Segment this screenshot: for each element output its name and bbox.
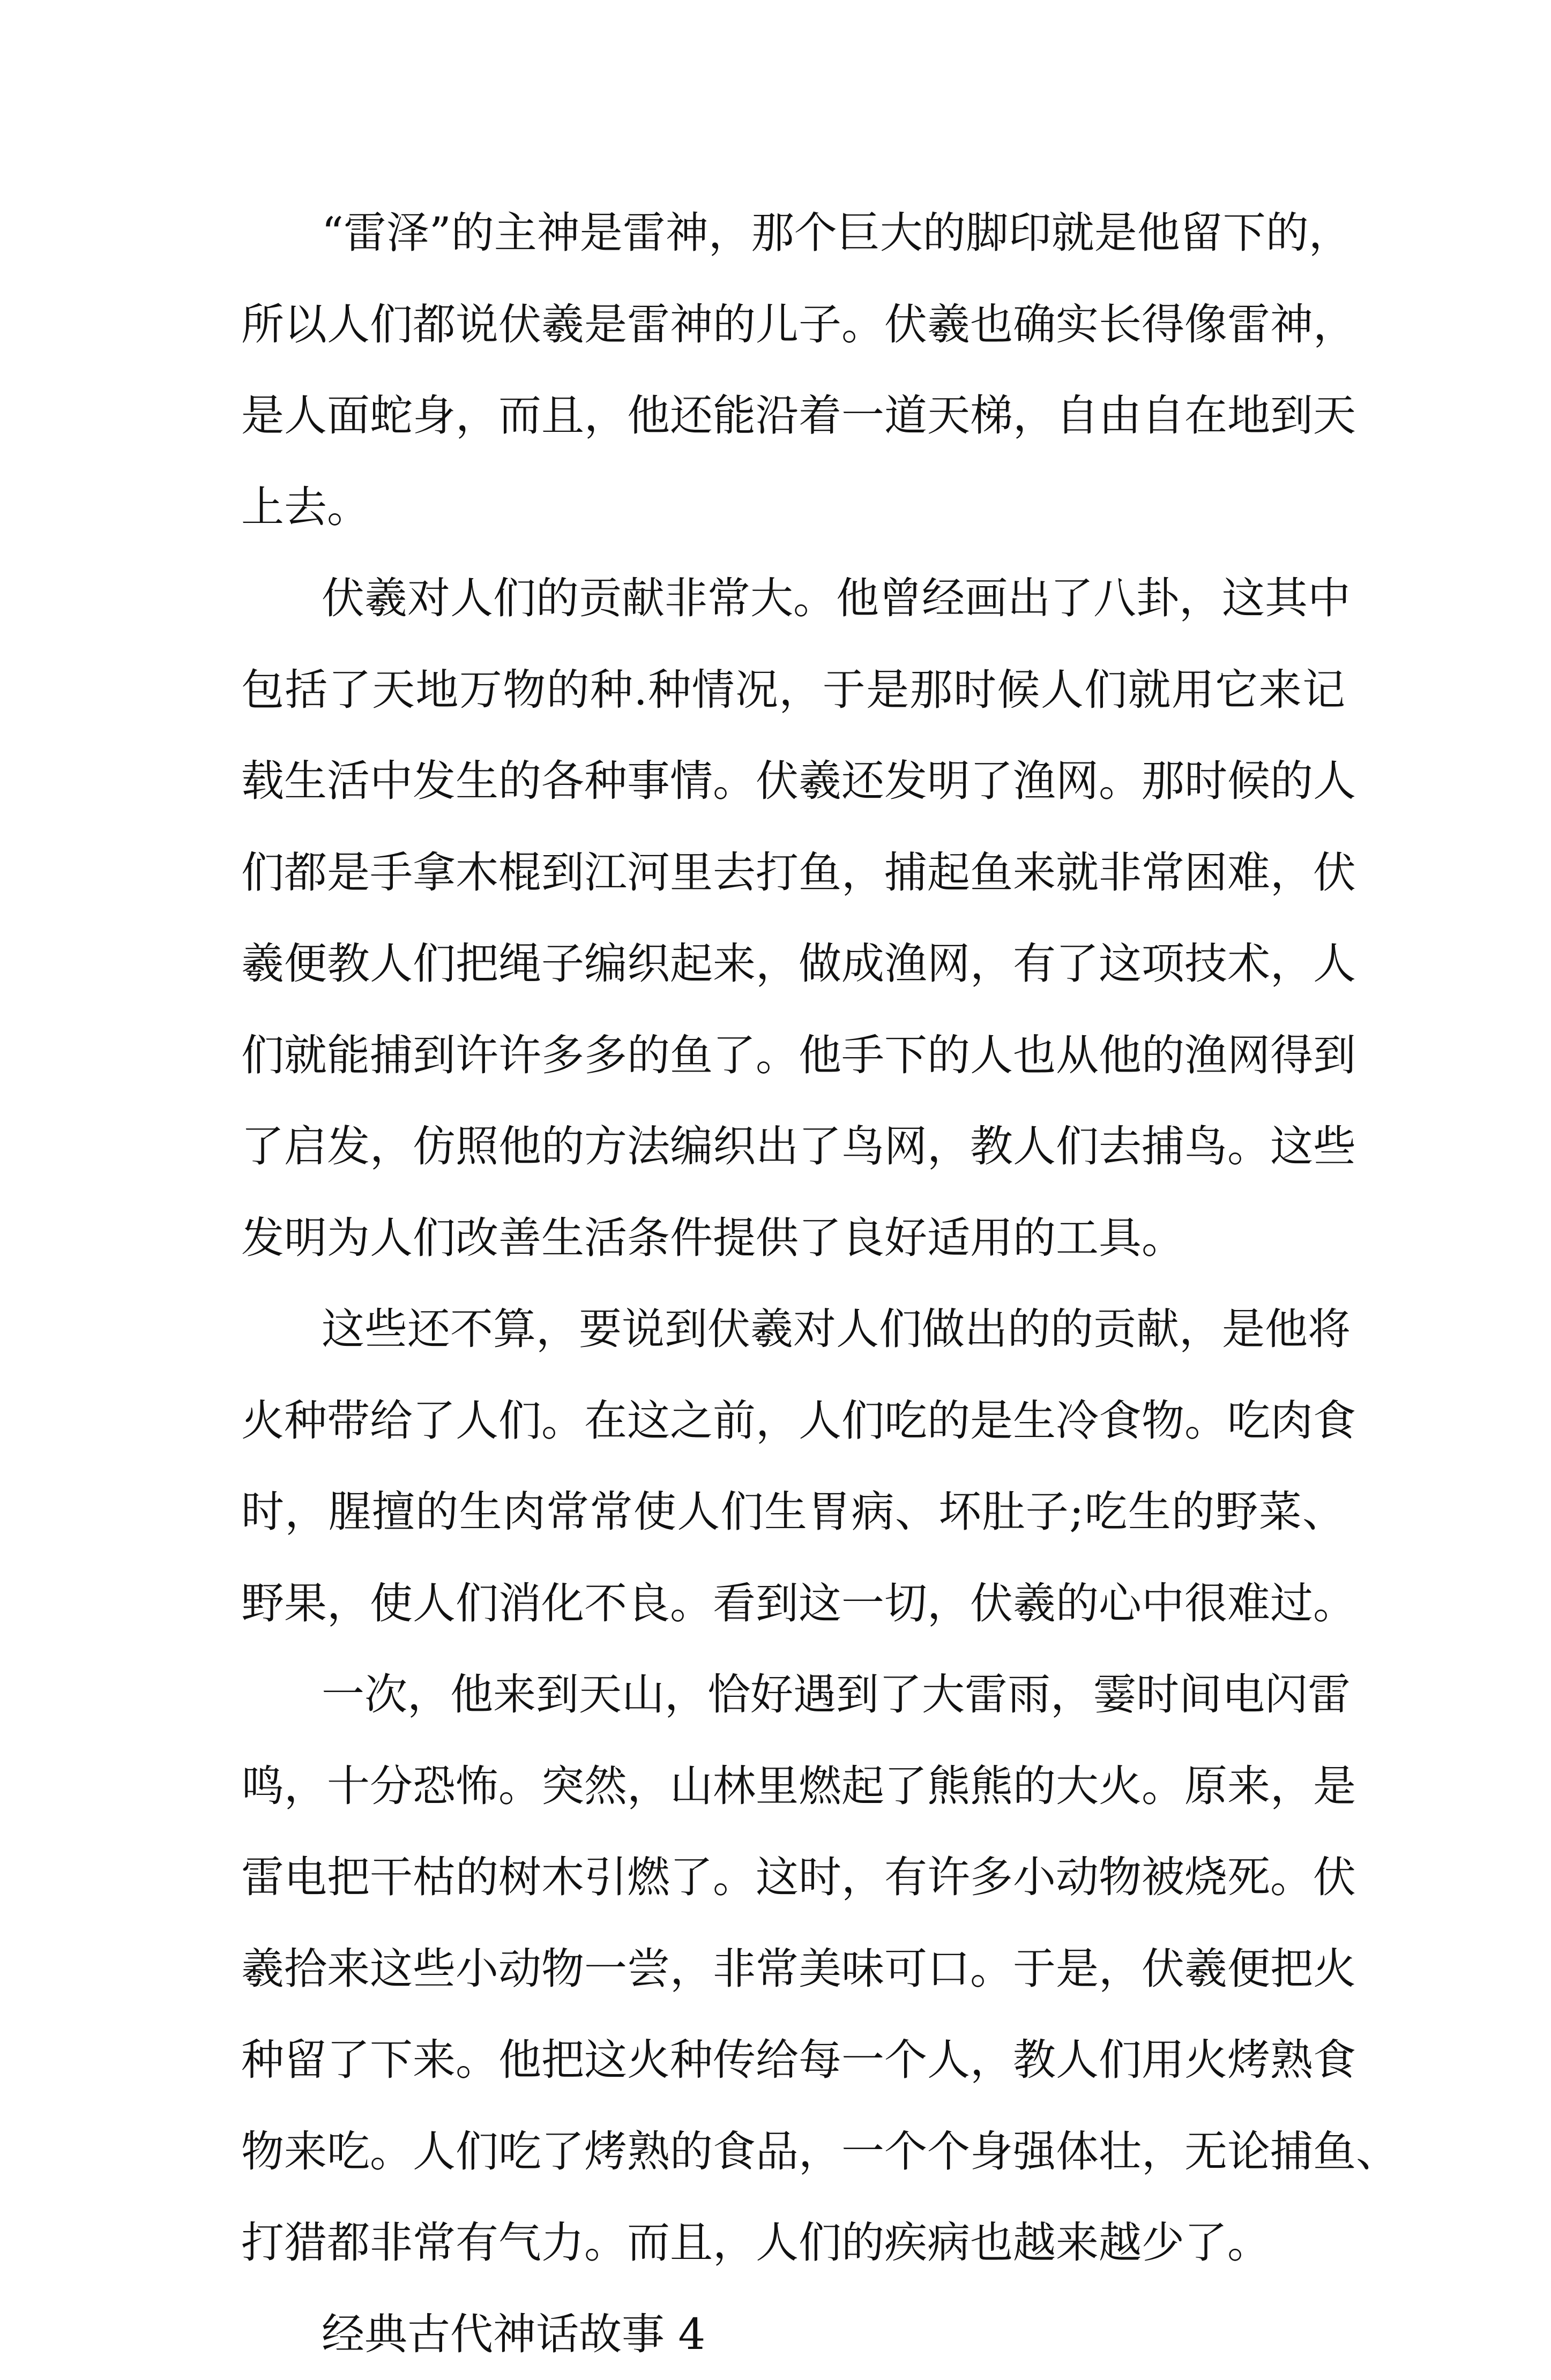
paragraph-2-line-7: 了启发，仿照他的方法编织出了鸟网，教人们去捕鸟。这些: [241, 1101, 1345, 1193]
paragraph-4-line-6: 物来吃。人们吃了烤熟的食品，一个个身强体壮，无论捕鱼、: [241, 2106, 1345, 2198]
paragraph-4-line-5: 种留了下来。他把这火种传给每一个人，教人们用火烤熟食: [241, 2015, 1345, 2106]
section-heading: 经典古代神话故事 4: [241, 2289, 1345, 2380]
paragraph-4-line-7: 打猎都非常有气力。而且，人们的疾病也越来越少了。: [241, 2197, 1345, 2289]
paragraph-1-line-1: “雷泽”的主神是雷神，那个巨大的脚印就是他留下的，: [241, 188, 1345, 279]
paragraph-4-line-1: 一次，他来到天山，恰好遇到了大雷雨，霎时间电闪雷: [241, 1649, 1345, 1741]
paragraph-2-line-2: 包括了天地万物的种.种情况，于是那时候人们就用它来记: [241, 645, 1345, 736]
paragraph-2-line-1: 伏羲对人们的贡献非常大。他曾经画出了八卦，这其中: [241, 553, 1345, 645]
paragraph-3-line-3: 时，腥擅的生肉常常使人们生胃病、坏肚子;吃生的野菜、: [241, 1466, 1345, 1558]
paragraph-3-line-4: 野果，使人们消化不良。看到这一切，伏羲的心中很难过。: [241, 1558, 1345, 1650]
paragraph-3-line-1: 这些还不算，要说到伏羲对人们做出的的贡献，是他将: [241, 1284, 1345, 1375]
document-body: [241, 188, 1345, 2380]
paragraph-2-line-4: 们都是手拿木棍到江河里去打鱼，捕起鱼来就非常困难，伏: [241, 827, 1345, 919]
paragraph-2-line-6: 们就能捕到许许多多的鱼了。他手下的人也从他的渔网得到: [241, 1010, 1345, 1102]
paragraph-2-line-5: 羲便教人们把绳子编织起来，做成渔网，有了这项技术，人: [241, 918, 1345, 1010]
paragraph-1-line-4: 上去。: [241, 462, 1345, 553]
paragraph-3-line-2: 火种带给了人们。在这之前，人们吃的是生冷食物。吃肉食: [241, 1375, 1345, 1467]
paragraph-1-line-2: 所以人们都说伏羲是雷神的儿子。伏羲也确实长得像雷神，: [241, 279, 1345, 371]
paragraph-2-line-3: 载生活中发生的各种事情。伏羲还发明了渔网。那时候的人: [241, 736, 1345, 827]
paragraph-1-line-3: 是人面蛇身，而且，他还能沿着一道天梯，自由自在地到天: [241, 370, 1345, 462]
paragraph-4-line-3: 雷电把干枯的树木引燃了。这时，有许多小动物被烧死。伏: [241, 1832, 1345, 1924]
paragraph-4-line-4: 羲拾来这些小动物一尝，非常美味可口。于是，伏羲便把火: [241, 1924, 1345, 2015]
paragraph-4-line-2: 鸣，十分恐怖。突然，山林里燃起了熊熊的大火。原来，是: [241, 1741, 1345, 1832]
paragraph-2-line-8: 发明为人们改善生活条件提供了良好适用的工具。: [241, 1193, 1345, 1284]
